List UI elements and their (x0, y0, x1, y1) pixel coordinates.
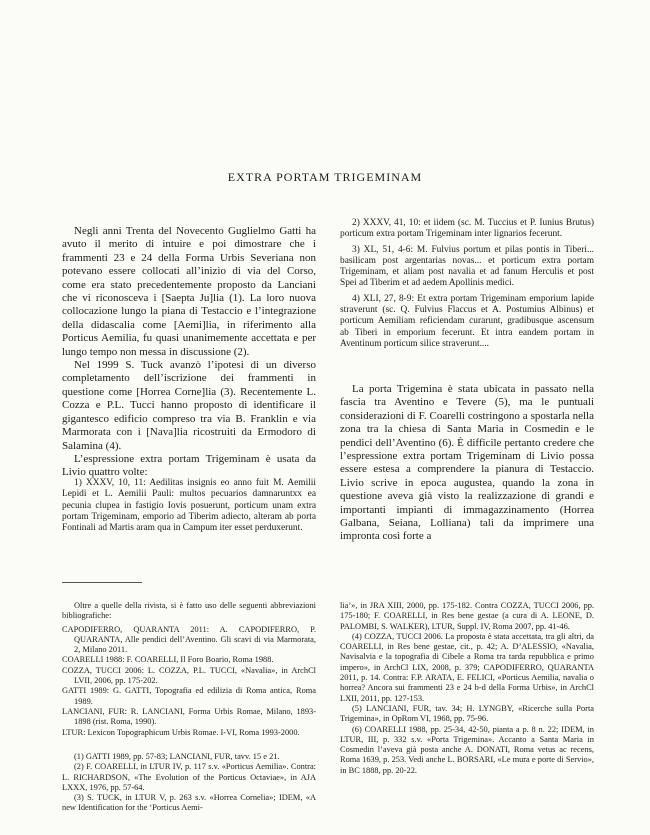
footnote: (1) GATTI 1989, pp. 57-83; LANCIANI, FUR, tavv. 15 e 21. (74, 752, 280, 761)
footnote: (2) F. COARELLI, in LTUR IV, p. 117 s.v. «Porticus Aemilia». Contra: L. RICHARDSON, «The Evolution of the Porticus Octaviae», in AJA LXXX, 1976, pp. 57-64. (62, 762, 316, 792)
abbreviation-entry: COZZA, TUCCI 2006: L. COZZA, P.L. TUCCI, «Navalia», in ArchCl LVII, 2006, pp. 175-202. (62, 665, 316, 686)
footnote: (4) COZZA, TUCCI 2006. La proposta è stata accettata, tra gli altri, da COARELLI, in Res bene gestae, cit., p. 42; A. D’ALESSIO, «Navalia, Navisalvia e la topografia di Cibele a Roma tra tarda repubblica e primo impero», in ArchCl LIX, 2008, p. 379; CAPODIFERRO, QUARANTA 2011, p. 14. Contra: F.P. ARATA, E. FELICI, «Porticus Aemilia, navalia o horrea? Ancora sui frammenti 23 e 24 b-d della Forma Urbis», in ArchCl LXII, 2011, pp. 127-153. (340, 631, 594, 703)
abbreviations-list (62, 601, 316, 738)
right-quote-block (340, 218, 594, 354)
livy-quote: 2) XXXV, 41, 10: et iidem (sc. M. Tuccius et P. Iunius Brutus) porticum extra portam Trigeminam inter lignarios fecerunt. (340, 218, 594, 240)
livy-quote: 4) XLI, 27, 8-9: Et extra portam Trigeminam emporium lapide straverunt (sc. Q. Fulvius Flaccus et A. Postumius Albinus) et porticum Aemiliam reficiendam curarunt, gradibusque ascensum ab Tiberi in emporium fecerunt. Et intra eandem portam in Aventinum porticum silice straverunt.... (340, 293, 594, 349)
footnote: lia’», in JRA XIII, 2000, pp. 175-182. Contra COZZA, TUCCI 2006, pp. 175-180; F. COARELLI, in Res bene gestae (a cura di A. LEONE, D. PALOMBI, S. WALKER), LTUR, Suppl. IV, Roma 2007, pp. 41-46. (340, 601, 594, 631)
right-body-text (340, 383, 594, 544)
paragraph: L’espressione extra portam Trigeminam è usata da Livio quattro volte: (62, 452, 316, 479)
paragraph: La porta Trigemina è stata ubicata in passato nella fascia tra Aventino e Tevere (5), ma le puntuali considerazioni di F. Coarelli costringono a spostarla nella zona tra la chiesa di Santa Maria in Cosmedin e le pendici dell’Aventino (6). È difficile pertanto credere che l’espressione extra portam Trigeminam di Livio possa essere estesa a comprendere la pianura di Testaccio. Livio scrive in epoca augustea, quando la zona in questione aveva già visto la realizzazione di grandi e importanti impianti di immagazzinamento (Horrea Galbana, Seiana, Lolliana) tali da imprimere una impronta così forte a (340, 383, 594, 543)
abbreviation-entry: COARELLI 1988: F. COARELLI, Il Foro Boario, Roma 1988. (62, 655, 274, 665)
footnote-rule (62, 582, 142, 583)
abbreviations-intro: Oltre a quelle della rivista, si è fatto uso delle seguenti abbreviazioni bibliografiche: (62, 601, 316, 621)
footnote: (5) LANCIANI, FUR, tav. 34; H. LYNGBY, «Ricerche sulla Porta Trigemina», in OpRom VI, 1968, pp. 75-96. (340, 703, 594, 724)
right-footnotes (340, 601, 594, 776)
paragraph: Nel 1999 S. Tuck avanzò l’ipotesi di un diverso completamento dell’iscrizione dei frammenti in questione come [Horrea Corne]lia (3). Recentemente L. Cozza e P.L. Tucci hanno proposto di identificare il gigantesco edificio compreso tra via B. Franklin e via Marmorata con i [Nava]lia ricostruiti da Ermodoro di Salamina (4). (62, 359, 316, 452)
abbreviation-entry: CAPODIFERRO, QUARANTA 2011: A. CAPODIFERRO, P. QUARANTA, Alle pendici dell’Aventino. Gli scavi di via Marmorata, 2, Milano 2011. (62, 624, 316, 655)
abbreviation-entry: GATTI 1989: G. GATTI, Topografia ed edilizia di Roma antica, Roma 1989. (62, 686, 316, 706)
abbreviation-entry: LANCIANI, FUR: R. LANCIANI, Forma Urbis Romae, Milano, 1893-1898 (rist. Roma, 1990). (62, 706, 316, 727)
page-title: EXTRA PORTAM TRIGEMINAM (227, 170, 423, 184)
abbreviation-entry: LTUR: Lexicon Topographicum Urbis Romae. I-VI, Roma 1993-2000. (62, 727, 300, 737)
left-quote-block (62, 478, 316, 538)
footnote: (6) COARELLI 1988, pp. 25-34, 42-50, pianta a p. 8 n. 22; IDEM, in LTUR, III, p. 332 s.v. «Porta Trigemina». Accanto a Santa Maria in Cosmedin l’aveva già posta anche A. DONATI, Roma vetus ac recens, Roma 1639, p. 253. Vedi anche L. BORSARI, «Le mura e porte di Servio», in BC 1888, pp. 20-22. (340, 724, 594, 775)
left-body-text (62, 225, 316, 480)
paragraph: Negli anni Trenta del Novecento Guglielmo Gatti ha avuto il merito di intuire e poi dimostrare che i frammenti 23 e 24 della Forma Urbis Severiana non potevano essere collocati all’inizio di via del Corso, come era stato precedentemente proposto da Lanciani che vi riconosceva i [Saepta Ju]lia (1). La loro nuova collocazione lungo la piana di Testaccio e l’integrazione della didascalia come [Aemi]lia, in riferimento alla Porticus Aemilia, fu quasi unanimemente accettata e per lungo tempo non messa in discussione (2). (62, 225, 316, 358)
left-footnotes (62, 752, 316, 814)
footnote: (3) S. TUCK, in LTUR V, p. 263 s.v. «Horrea Cornelia»; IDEM, «A new Identification for the ‘Porticus Aemi- (62, 793, 316, 813)
livy-quote: 3) XL, 51, 4-6: M. Fulvius portum et pilas pontis in Tiberi... basilicam post argentarias novas... et porticum extra portam Trigeminam, et aliam post navalia et ad fanum Herculis et post Spei ad Tiberim et ad aedem Apollinis medici. (340, 244, 594, 289)
livy-quote: 1) XXXV, 10, 11: Aedilitas insignis eo anno fuit M. Aemilii Lepidi et L. Aemilii Pauli: multos pecuarios damnaruntxx ea pecunia clupea in fastigio Iovis posuerunt, porticum unam extra portam Trigeminam, emporio ad Tiberim adiecto, alteram ab porta Fontinali ad Martis aram qua in Campum iter esset perduxerunt. (62, 478, 316, 534)
